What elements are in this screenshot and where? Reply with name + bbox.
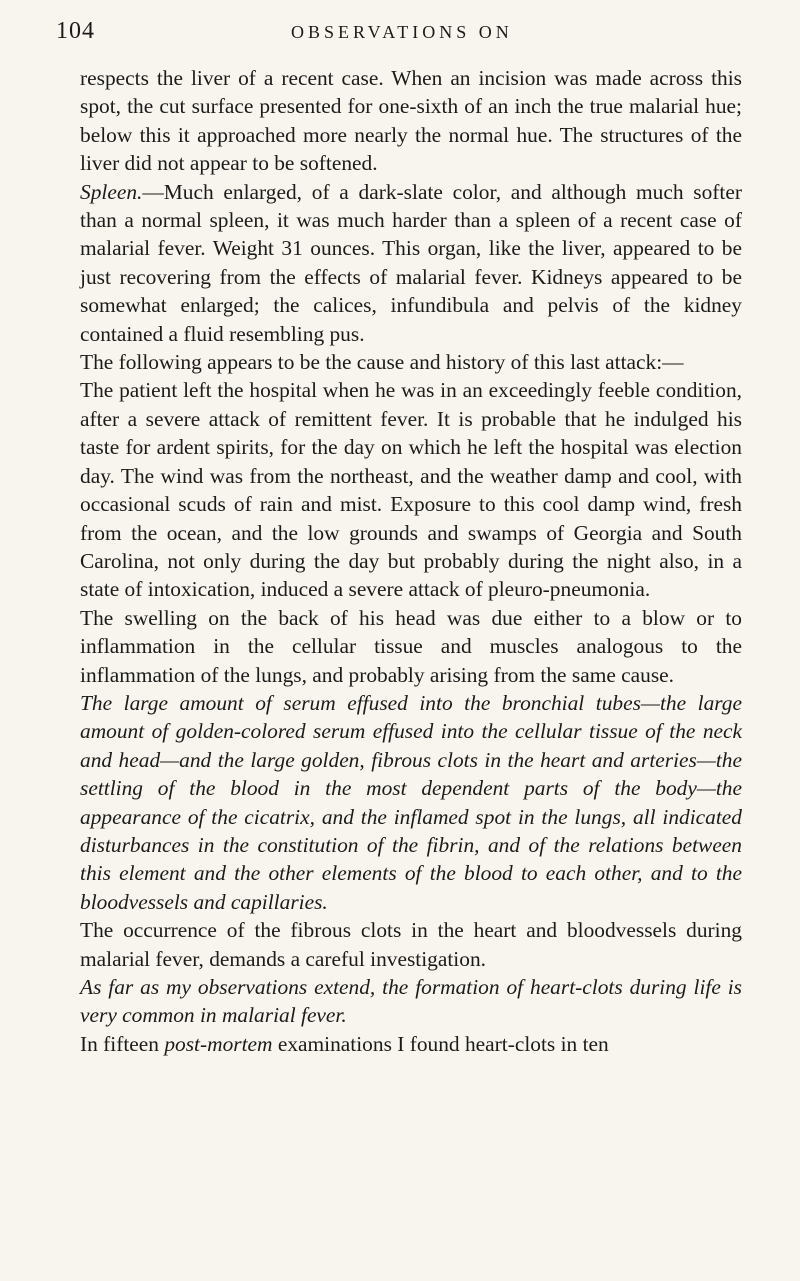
- paragraph: respects the liver of a recent case. When an incision was made across this spot, the cut surface presented for one-sixth of an inch the true malarial hue; below this it approached more nearly the normal hue. The structures of the liver did not appear to be softened.: [80, 66, 742, 176]
- paragraph: Spleen.—Much enlarged, of a dark-slate color, and although much softer than a normal spleen, it was much harder than a spleen of a recent case of malarial fever. Weight 31 ounces. This organ, like the liver, appeared to be just recovering from the effects of malarial fever. Kidneys appeared to be somewhat enlarged; the calices, infundibula and pelvis of the kidney contained a fluid resembling pus.: [80, 179, 742, 346]
- page-number: 104: [56, 18, 95, 44]
- paragraph: In fifteen post-mortem examinations I found heart-clots in ten: [80, 1031, 609, 1056]
- section-heading-spleen: Spleen.: [80, 179, 143, 204]
- page-header: [56, 14, 742, 64]
- paragraph: The following appears to be the cause and history of this last attack:—: [80, 350, 684, 375]
- paragraph-italic: The large amount of serum effused into the bronchial tubes—the large amount of golden-colored serum effused into the cellular tissue of the neck and head—and the large golden, fibrous clots in the heart and arteries—the settling of the blood in the most dependent parts of the body—the appearance of the cicatrix, and the inflamed spot in the lungs, all indicated disturbances in the constitution of the fibrin, and of the relations between this element and the other elements of the blood to each other, and to the bloodvessels and capillaries.: [80, 690, 742, 914]
- body-text: [80, 64, 742, 1058]
- paragraph: The occurrence of the fibrous clots in the heart and bloodvessels during malarial fever, demands a careful investigation.: [80, 918, 742, 971]
- paragraph-italic: As far as my observations extend, the formation of heart-clots during life is very common in malarial fever.: [80, 975, 742, 1028]
- paragraph: The swelling on the back of his head was due either to a blow or to inflammation in the cellular tissue and muscles analogous to the inflammation of the lungs, and probably arising from the same cause.: [80, 605, 742, 687]
- running-head: OBSERVATIONS ON: [291, 22, 513, 42]
- paragraph: The patient left the hospital when he was in an exceedingly feeble condition, after a severe attack of remittent fever. It is probable that he indulged his taste for ardent spirits, for the day on which he left the hospital was election day. The wind was from the northeast, and the weather damp and cool, with occasional scuds of rain and mist. Exposure to this cool damp wind, fresh from the ocean, and the low grounds and swamps of Georgia and South Carolina, not only during the day but probably during the night also, in a state of intoxication, induced a severe attack of pleuro-pneumonia.: [80, 378, 742, 602]
